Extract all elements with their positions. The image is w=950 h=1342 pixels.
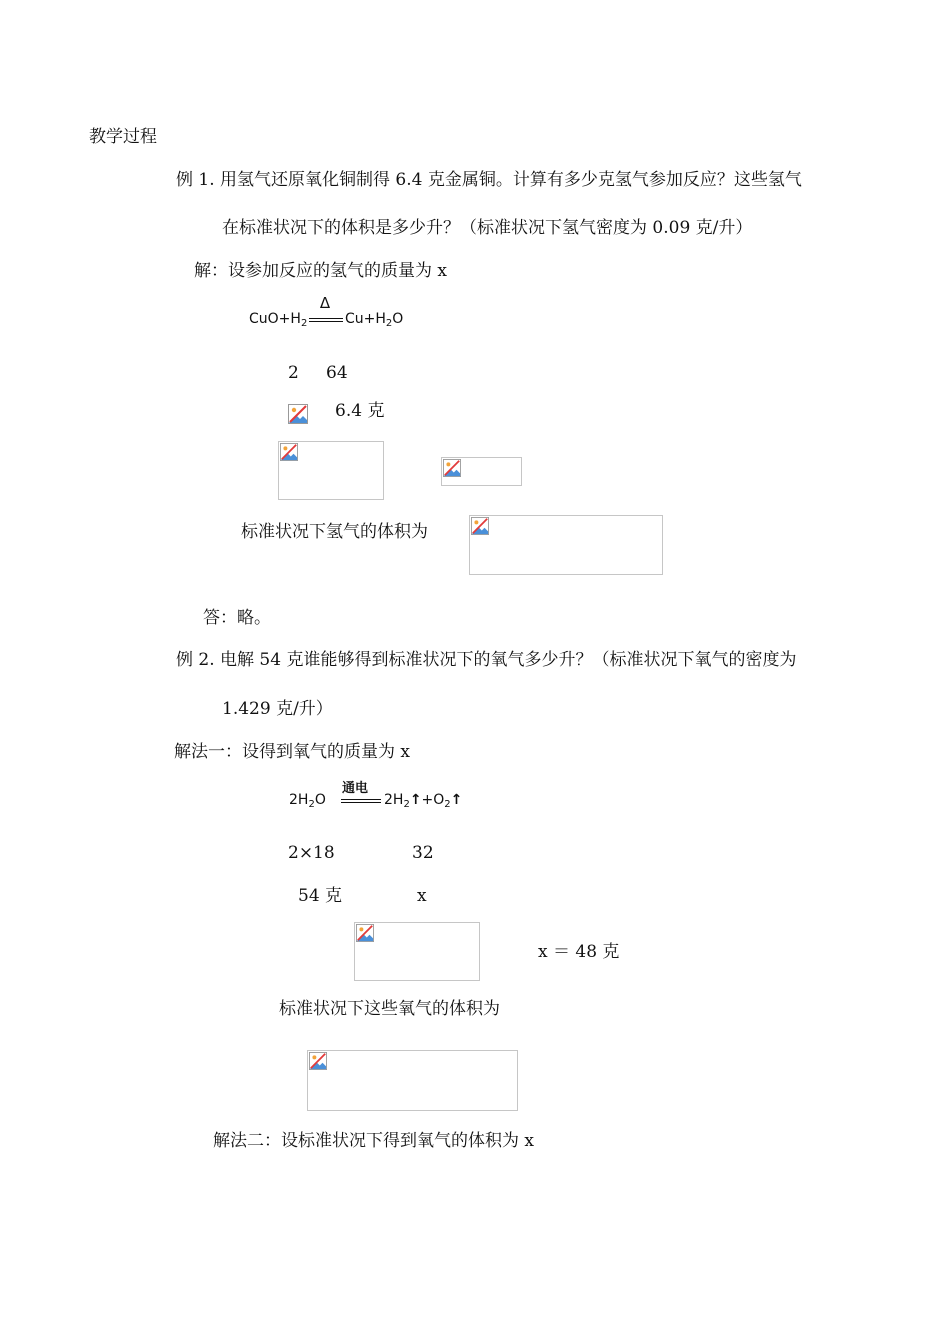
eq1-equals-sign [309, 318, 343, 322]
eq1-left: CuO+H [249, 311, 301, 327]
example2-method1-intro: 解法一：设得到氧气的质量为 x [174, 742, 410, 762]
example1-question-line2: 在标准状况下的体积是多少升？（标准状况下氢气密度为 0.09 克/升） [222, 218, 753, 238]
formula-image-placeholder [307, 1050, 518, 1111]
example1-mass-given: 6.4 克 [335, 401, 385, 421]
example2-method2-intro: 解法二：设标准状况下得到氧气的体积为 x [213, 1131, 534, 1151]
broken-image-icon [356, 924, 374, 942]
example2-given-a: 54 克 [298, 886, 343, 906]
eq2-left-coef: 2H [289, 792, 309, 808]
eq1-right-b: O [392, 311, 404, 327]
eq2-r1-sub: 2 [403, 799, 410, 810]
broken-image-icon [471, 517, 489, 535]
example1-volume-label: 标准状况下氢气的体积为 [241, 522, 428, 542]
formula-image-placeholder [441, 457, 522, 486]
eq2-r1: 2H [384, 792, 404, 808]
eq2-left-b: O [314, 792, 326, 808]
example1-answer: 答：略。 [203, 608, 271, 628]
eq1-left-sub: 2 [300, 318, 308, 329]
eq2-r2: +O [421, 792, 445, 808]
formula-image-placeholder [278, 441, 384, 500]
example2-given-b: x [417, 886, 427, 906]
eq2-arrow1: ↑ [409, 792, 422, 808]
formula-image-placeholder [354, 922, 480, 981]
eq1-right-sub: 2 [385, 318, 393, 329]
broken-image-icon [443, 459, 461, 477]
example1-ratio-b: 64 [326, 363, 348, 383]
eq2-condition: 通电 [341, 781, 368, 796]
example2-volume-label: 标准状况下这些氧气的体积为 [279, 999, 500, 1019]
eq2-r2-sub: 2 [444, 799, 451, 810]
eq2-equals-sign [341, 799, 381, 803]
broken-image-icon [309, 1052, 327, 1070]
eq2-left-sub: 2 [308, 799, 315, 810]
example1-question-line1: 例 1. 用氢气还原氧化铜制得 6.4 克金属铜。计算有多少克氢气参加反应？这些氢气 [176, 170, 802, 190]
example1-ratio-a: 2 [288, 363, 299, 383]
example1-solution-intro: 解：设参加反应的氢气的质量为 x [194, 261, 447, 281]
example2-molar-a: 2×18 [288, 843, 335, 863]
example2-result: x ＝ 48 克 [538, 942, 620, 962]
eq1-right-a: Cu+H [345, 311, 386, 327]
broken-image-icon [280, 443, 298, 461]
example2-molar-b: 32 [412, 843, 434, 863]
example2-question-line2: 1.429 克/升） [222, 699, 333, 719]
formula-image-placeholder [469, 515, 663, 575]
example2-question-line1: 例 2. 电解 54 克谁能够得到标准状况下的氧气多少升？（标准状况下氧气的密度为 [176, 650, 797, 670]
broken-image-icon [288, 404, 308, 424]
section-heading: 教学过程 [89, 127, 157, 147]
eq2-arrow2: ↑ [450, 792, 463, 808]
eq1-condition: Δ [319, 294, 331, 312]
